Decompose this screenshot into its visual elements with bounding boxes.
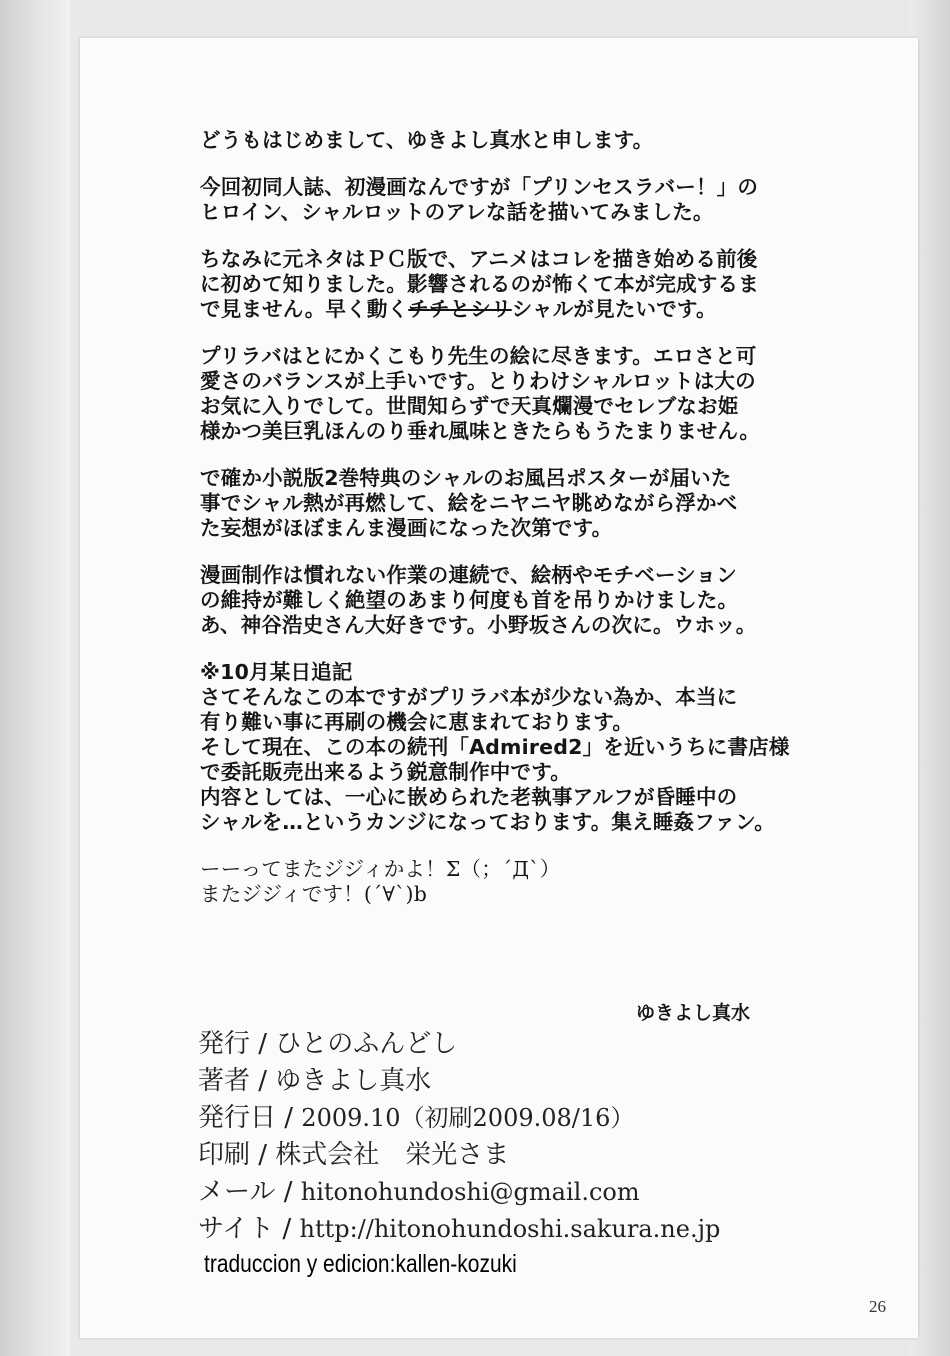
text-line: さてそんなこの本ですがプリラバ本が少ない為か、本当に bbox=[200, 685, 738, 709]
text-line: 愛さのバランスが上手いです。とりわけシャルロットは大の bbox=[200, 369, 756, 393]
colophon-label: 発行日 / bbox=[198, 1103, 302, 1133]
paragraph-closing-joke bbox=[200, 857, 800, 907]
text-line: どうもはじめまして、ゆきよし真水と申します。 bbox=[200, 128, 654, 152]
text-line: ヒロイン、シャルロットのアレな話を描いてみました。 bbox=[200, 200, 714, 224]
struck-text: チチとシリ bbox=[408, 297, 512, 321]
paragraph-inspiration bbox=[200, 466, 800, 541]
text-line: あ、神谷浩史さん大好きです。小野坂さんの次に。ウホッ。 bbox=[200, 613, 757, 637]
colophon bbox=[198, 1026, 720, 1248]
text-line: プリラバはとにかくこもり先生の絵に尽きます。エロさと可 bbox=[200, 344, 757, 368]
paragraph-intro bbox=[200, 175, 800, 225]
colophon-issue-date bbox=[198, 1100, 720, 1137]
colophon-value: ゆきよし真水 bbox=[275, 1066, 432, 1096]
text-line: シャルを…というカンジになっております。集え睡姦ファン。 bbox=[200, 810, 775, 834]
text-line: 様かつ美巨乳ほんのり垂れ風味ときたらもうたまりません。 bbox=[200, 419, 761, 443]
colophon-value: ひとのふんどし bbox=[275, 1029, 458, 1059]
paragraph-source bbox=[200, 247, 800, 322]
colophon-email bbox=[198, 1174, 720, 1211]
text-line: またジジィです！(´∀`)b bbox=[200, 882, 428, 906]
colophon-value: http://hitonohundoshi.sakura.ne.jp bbox=[299, 1215, 721, 1243]
text-line: ちなみに元ネタはＰＣ版で、アニメはコレを描き始める前後 bbox=[200, 247, 758, 271]
colophon-label: 印刷 / bbox=[198, 1140, 276, 1170]
scan-shadow-left bbox=[0, 0, 70, 1356]
text-line: そして現在、この本の続刊「Admired2」を近いうちに書店様 bbox=[200, 735, 790, 759]
colophon-value: hitonohundoshi@gmail.com bbox=[300, 1178, 640, 1206]
text-line: 有り難い事に再刷の機会に恵まれております。 bbox=[200, 710, 634, 734]
text-line: お気に入りでして。世間知らずで天真爛漫でセレブなお姫 bbox=[200, 394, 739, 418]
text-line-with-strikethrough bbox=[200, 297, 800, 322]
text-segment: で見ません。早く動く bbox=[200, 297, 409, 321]
colophon-label: メール / bbox=[198, 1177, 301, 1207]
text-segment: シャルが見たいです。 bbox=[511, 297, 717, 321]
translation-credit: traduccion y edicion:kallen-kozuki bbox=[204, 1250, 517, 1278]
colophon-value: 株式会社 栄光さま bbox=[275, 1140, 510, 1170]
text-line: に初めて知りました。影響されるのが怖くて本が完成するま bbox=[200, 272, 759, 296]
paragraph-production bbox=[200, 563, 800, 638]
colophon-publisher bbox=[198, 1026, 720, 1063]
paragraph-greeting bbox=[200, 128, 800, 153]
text-line: ※10月某日追記 bbox=[200, 660, 353, 684]
text-line: 今回初同人誌、初漫画なんですが「プリンセスラバー！」の bbox=[200, 175, 759, 199]
colophon-printer bbox=[198, 1137, 720, 1174]
colophon-value: 2009.10（初刷2009.08/16） bbox=[301, 1104, 635, 1132]
paragraph-postscript bbox=[200, 660, 800, 835]
text-line: ーーってまたジジィかよ！Σ（；´Д`） bbox=[200, 857, 561, 881]
author-signature: ゆきよし真水 bbox=[636, 1002, 751, 1024]
afterword-text bbox=[200, 128, 800, 929]
text-line: 事でシャル熱が再燃して、絵をニヤニヤ眺めながら浮かべ bbox=[200, 491, 738, 515]
text-line: の維持が難しく絶望のあまり何度も首を吊りかけました。 bbox=[200, 588, 739, 612]
colophon-label: サイト / bbox=[198, 1214, 300, 1244]
text-line: で委託販売出来るよう鋭意制作中です。 bbox=[200, 760, 571, 784]
text-line: で確か小説版2巻特典のシャルのお風呂ポスターが届いた bbox=[200, 466, 732, 490]
text-line: 漫画制作は慣れない作業の連続で、絵柄やモチベーション bbox=[200, 563, 737, 587]
page-number: 26 bbox=[869, 1297, 886, 1316]
text-line: た妄想がほぼまんま漫画になった次第です。 bbox=[200, 516, 613, 540]
colophon-author bbox=[198, 1063, 720, 1100]
paragraph-artist bbox=[200, 344, 800, 444]
text-line: 内容としては、一心に嵌められた老執事アルフが昏睡中の bbox=[200, 785, 738, 809]
colophon-label: 著者 / bbox=[198, 1066, 276, 1096]
colophon-label: 発行 / bbox=[198, 1029, 276, 1059]
colophon-site bbox=[198, 1211, 720, 1248]
